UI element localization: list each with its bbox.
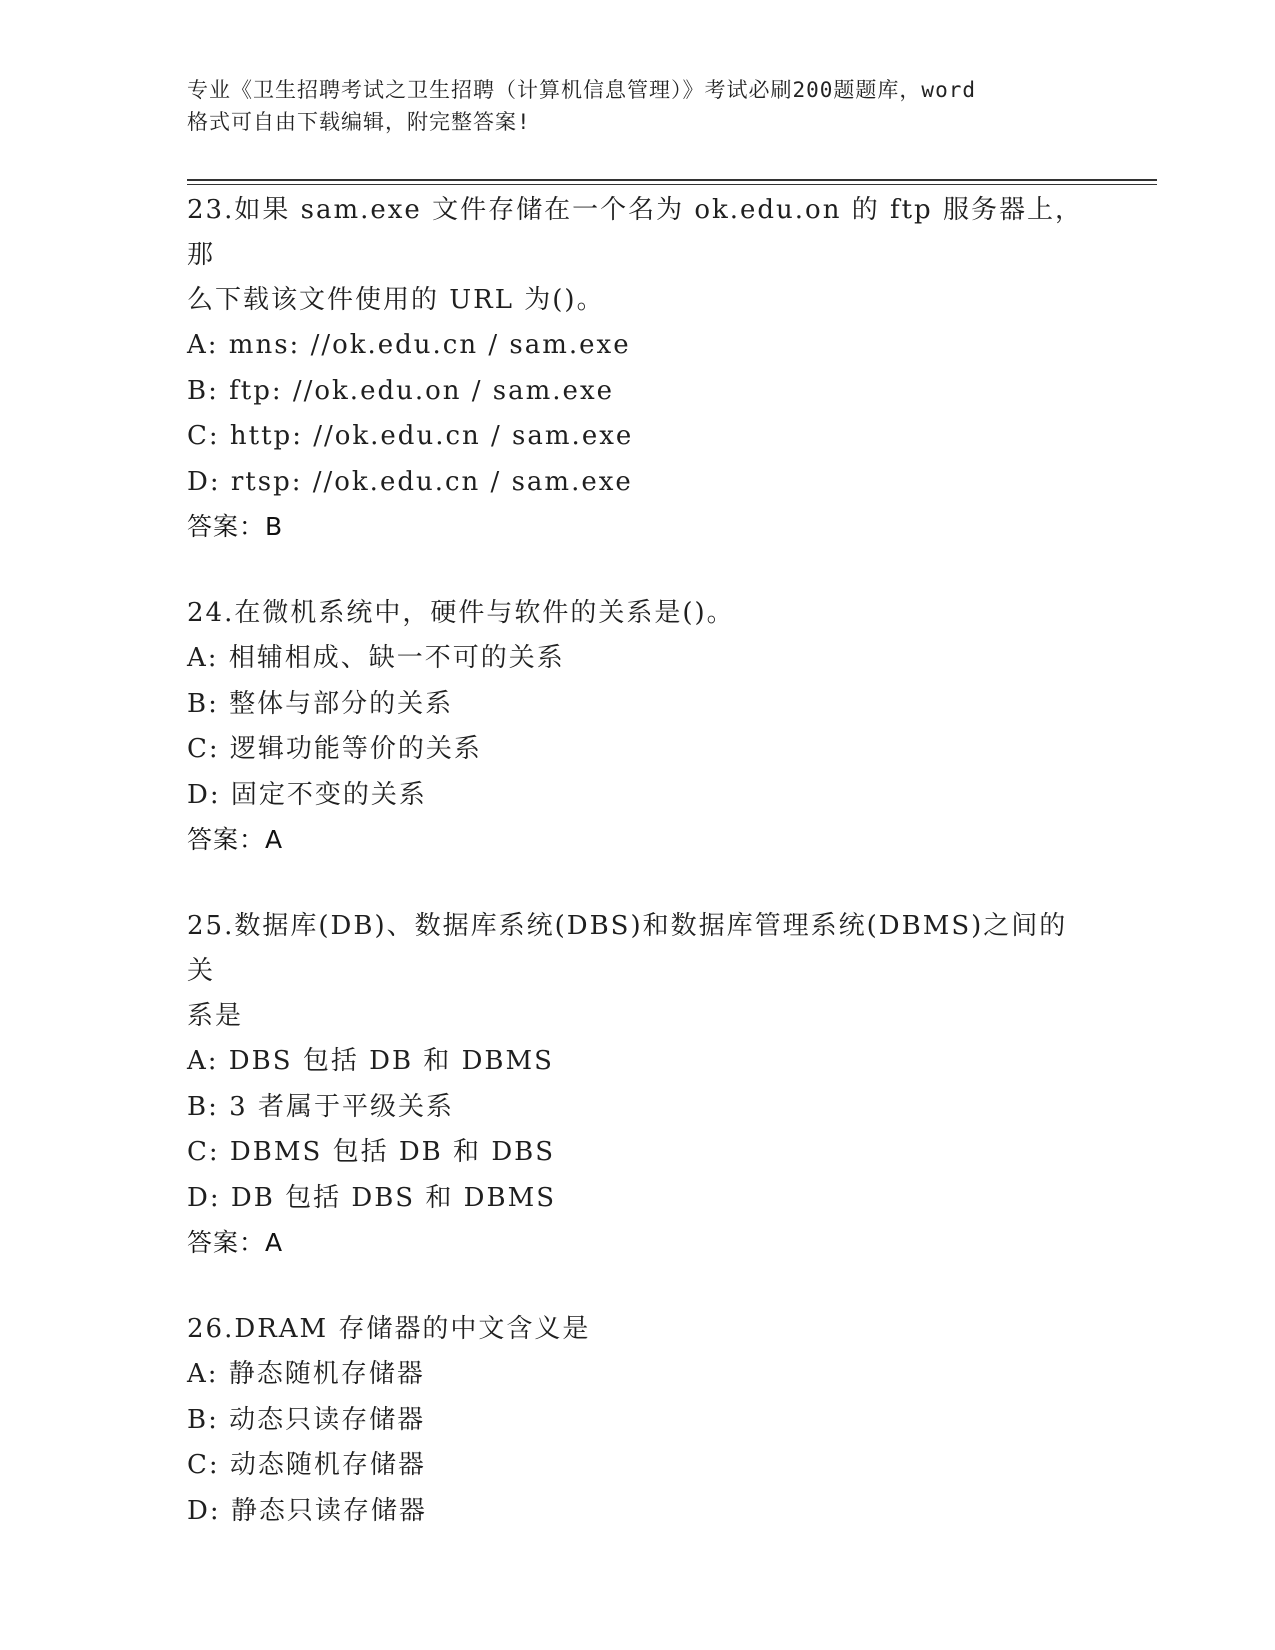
- option-b: B: 3 者属于平级关系: [187, 1091, 454, 1122]
- option-c: C: DBMS 包括 DB 和 DBS: [187, 1137, 556, 1167]
- option-b: B: 动态只读存储器: [187, 1404, 426, 1435]
- question-text-line-1: 25.数据库(DB)、数据库系统(DBS)和数据库管理系统(DBMS)之间的关: [187, 911, 1068, 986]
- header-divider-thin: [187, 184, 1157, 185]
- header-line-2: 格式可自由下载编辑，附完整答案!: [187, 110, 531, 134]
- answer-label: 答案：A: [187, 1228, 284, 1257]
- option-a: A: mns: //ok.edu.cn / sam.exe: [187, 330, 631, 360]
- document-header: [187, 74, 1087, 138]
- header-divider-thick: [187, 179, 1157, 181]
- header-line-1: 专业《卫生招聘考试之卫生招聘（计算机信息管理）》考试必刷200题题库，word: [187, 78, 976, 102]
- option-d: D: 固定不变的关系: [187, 779, 427, 810]
- answer-label: 答案：B: [187, 512, 284, 541]
- option-a: A: DBS 包括 DB 和 DBMS: [187, 1046, 554, 1076]
- option-d: D: rtsp: //ok.edu.cn / sam.exe: [187, 466, 633, 497]
- question-25: [187, 904, 1087, 1265]
- option-c: C: 动态随机存储器: [187, 1450, 426, 1480]
- option-c: C: http: //ok.edu.cn / sam.exe: [187, 421, 634, 451]
- question-text-line-1: 23.如果 sam.exe 文件存储在一个名为 ok.edu.on 的 ftp 服务器上，那: [187, 195, 1083, 270]
- option-d: D: DB 包括 DBS 和 DBMS: [187, 1182, 557, 1213]
- option-c: C: 逻辑功能等价的关系: [187, 734, 482, 764]
- question-23: [187, 188, 1087, 549]
- question-text-line-2: 系是: [187, 1001, 244, 1031]
- option-d: D: 静态只读存储器: [187, 1495, 427, 1526]
- option-b: B: 整体与部分的关系: [187, 688, 454, 719]
- answer-label: 答案：A: [187, 825, 284, 854]
- question-list: [187, 188, 1087, 1576]
- question-text-line-1: 24.在微机系统中，硬件与软件的关系是()。: [187, 598, 735, 628]
- option-a: A: 相辅相成、缺一不可的关系: [187, 643, 565, 673]
- option-a: A: 静态随机存储器: [187, 1359, 425, 1389]
- question-text-line-2: 么下载该文件使用的 URL 为()。: [187, 285, 605, 315]
- question-24: [187, 591, 1087, 862]
- question-26: [187, 1307, 1087, 1534]
- question-text-line-1: 26.DRAM 存储器的中文含义是: [187, 1314, 591, 1344]
- option-b: B: ftp: //ok.edu.on / sam.exe: [187, 375, 614, 406]
